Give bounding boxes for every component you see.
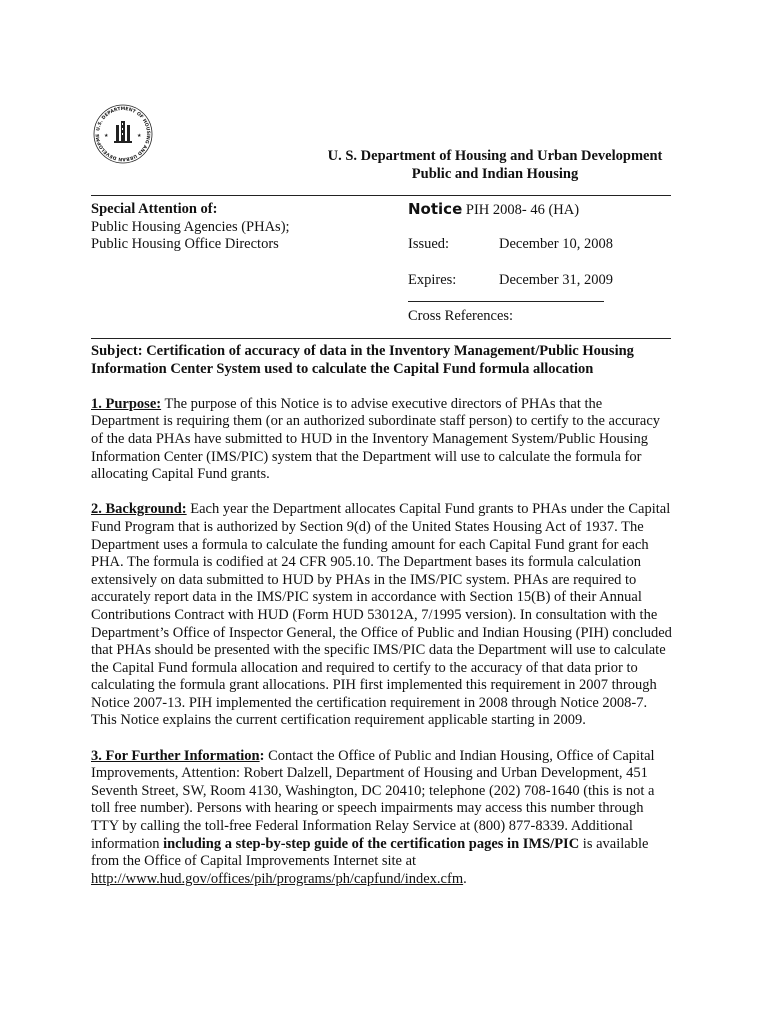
attention-line-1: Public Housing Agencies (PHAs);: [91, 218, 290, 235]
issued-label: Issued:: [408, 236, 450, 252]
further-info-text: Contact the Office of Public and Indian Housing, Office of Capital Improvements, Attention: Robert Dalzell, Department of Housing and Urban Development, 451 Seventh Street, SW, Room 4130, Washington, DC 20410; telephone (202) 708-1640 (this is not a toll free number). Persons with hearing or speech impairments may access this number through TTY by calling the toll-free Federal Information Relay Service at (800) 877-8339. Additional information: [91, 747, 655, 852]
hud-seal-logo: [92, 103, 154, 165]
subject-paragraph: Subject: Certification of accuracy of data in the Inventory Management/Public Housing Information Center System used to calculate the Capital Fund formula allocation: [91, 343, 634, 377]
background-heading: 2. Background:: [91, 501, 187, 518]
subject-label: Subject: [91, 343, 138, 359]
expires-label: Expires:: [408, 272, 457, 288]
notice-body: [91, 343, 673, 906]
capfund-link[interactable]: http://www.hud.gov/offices/pih/programs/ph/capfund/index.cfm: [91, 870, 464, 887]
notice-word: Notice: [408, 200, 463, 218]
expires-date: December 31, 2009: [499, 272, 613, 288]
purpose-heading: 1. Purpose:: [91, 395, 162, 412]
svg-text:★: ★: [137, 134, 142, 139]
further-info-bold: including a step-by-step guide of the certification pages in IMS/PIC: [163, 835, 580, 852]
agency-header: [320, 147, 670, 183]
subject-text: Certification of accuracy of data in the Inventory Management/Public Housing Information Center System used to calculate the Capital Fund formula allocation: [91, 343, 634, 377]
notice-number: [408, 200, 579, 219]
agency-office: Public and Indian Housing: [411, 166, 579, 182]
svg-text:U.S. DEPARTMENT OF HOUSING AND: U.S. DEPARTMENT OF HOUSING AND URBAN DEVELOPME: [95, 106, 151, 162]
further-info-heading: 3. For Further Information: [91, 747, 260, 764]
purpose-paragraph: [91, 396, 673, 484]
special-attention-block: [91, 201, 290, 254]
cross-ref-divider: [408, 301, 604, 302]
issued-date: December 10, 2008: [499, 236, 613, 252]
attention-line-2: Public Housing Office Directors: [91, 236, 279, 252]
subject-divider: [91, 338, 671, 339]
svg-text:★: ★: [104, 134, 109, 139]
background-text: Each year the Department allocates Capital Fund grants to PHAs under the Capital Fund Program that is authorized by Section 9(d) of the United States Housing Act of 1937. The Department uses a formula to calculate the funding amount for each Capital Fund grant for each PHA. The formula is codified at 24 CFR 905.10. The Department bases its formula calculation extensively on data submitted to HUD by PHAs in the IMS/PIC system. PHAs are required to accurately report data in the IMS/PIC system in accordance with Section 15(B) of their Annual Contributions Contract with HUD (Form HUD 53012A, 7/1995 version). In consultation with the Department’s Office of Inspector General, the Office of Public and Indian Housing (PIH) concluded that PHAs should be presented with the specific IMS/PIC data the Department will use to calculate the Capital Fund formula allocation and required to certify to the accuracy of that data prior to calculating the formula grant allocations. PIH first implemented this requirement in 2007 through Notice 2007-13. PIH implemented the certification requirement in 2008 through Notice 2008-7. This Notice explains the current certification requirement applicable starting in 2009.: [91, 501, 672, 729]
purpose-text: The purpose of this Notice is to advise executive directors of PHAs that the Department is requiring them (or an authorized subordinate staff person) to certify to the accuracy of the data PHAs have submitted to HUD in the Inventory Management System/Public Housing Information Center (IMS/PIC) system that the Department will use to calculate the formula for allocating Capital Fund grants.: [91, 395, 661, 483]
special-attention-label: Special Attention of:: [91, 201, 218, 217]
background-paragraph: [91, 501, 673, 730]
further-info-tail: is available from the Office of Capital Improvements Internet site at: [91, 835, 649, 870]
header-divider: [91, 195, 671, 196]
cross-references-label: Cross References:: [408, 308, 514, 324]
agency-name: U. S. Department of Housing and Urban Development: [327, 148, 663, 164]
notice-id: PIH 2008- 46 (HA): [465, 202, 580, 218]
further-info-paragraph: 3. For Further Information: Contact the Office of Public and Indian Housing, Office of Capital Improvements, Attention: Robert Dalzell, Department of Housing and Urban Development, 451 Seventh Street, SW, Room 4130, Washington, DC 20410; telephone (202) 708-1640 (this is not a toll free number). Persons with hearing or speech impairments may access this number through TTY by calling the toll-free Federal Information Relay Service at (800) 877-8339. Additional information including a step-by-step guide of the certification pages in IMS/PIC is available from the Office of Capital Improvements Internet site at http://www.hud.gov/offices/pih/programs/ph/capfund/index.cfm.: [91, 747, 655, 887]
